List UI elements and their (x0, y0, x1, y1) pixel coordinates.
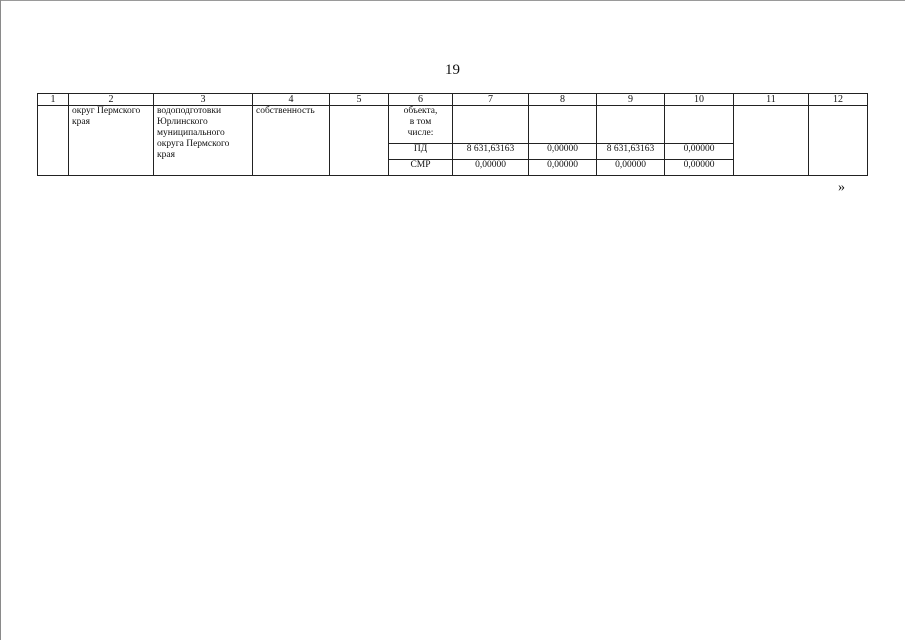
cell-col11 (734, 106, 809, 176)
value-cell: 0,00000 (453, 160, 529, 176)
column-number: 3 (154, 94, 253, 106)
cell-col3 (154, 106, 253, 176)
column-number: 9 (597, 94, 665, 106)
cell-col9 (597, 106, 665, 144)
value-cell: 0,00000 (529, 160, 597, 176)
column-number: 11 (734, 94, 809, 106)
cell-line: муниципального (157, 128, 225, 138)
subrow-label: ПД (389, 144, 453, 160)
cell-col5 (330, 106, 389, 176)
cell-line: в том (409, 117, 432, 127)
scan-edge-top (0, 0, 905, 1)
column-number: 1 (38, 94, 69, 106)
column-number-row (38, 94, 868, 106)
value-cell: 0,00000 (597, 160, 665, 176)
column-number: 6 (389, 94, 453, 106)
cell-line: края (72, 117, 90, 127)
cell-col6 (389, 106, 453, 144)
subrow-label: СМР (389, 160, 453, 176)
column-number: 5 (330, 94, 389, 106)
cell-line: округ Пермского (72, 106, 141, 116)
cell-line: числе: (407, 128, 434, 138)
column-number: 8 (529, 94, 597, 106)
column-number: 10 (665, 94, 734, 106)
page-number: 19 (445, 62, 460, 78)
cell-col8 (529, 106, 597, 144)
cell-col7 (453, 106, 529, 144)
table-row (38, 106, 868, 144)
cell-line: округа Пермского (157, 139, 230, 149)
cell-col12 (809, 106, 868, 176)
cell-col1 (38, 106, 69, 176)
cell-col4: собственность (253, 106, 330, 176)
column-number: 2 (69, 94, 154, 106)
scan-edge-left (0, 0, 1, 640)
cell-line: объекта, (403, 106, 438, 116)
data-table (37, 93, 868, 176)
column-number: 4 (253, 94, 330, 106)
value-cell: 0,00000 (529, 144, 597, 160)
cell-col2 (69, 106, 154, 176)
cell-col10 (665, 106, 734, 144)
value-cell: 8 631,63163 (597, 144, 665, 160)
column-number: 7 (453, 94, 529, 106)
cell-line: Юрлинского (157, 117, 208, 127)
cell-line: края (157, 150, 175, 160)
value-cell: 0,00000 (665, 160, 734, 176)
closing-quote: » (838, 180, 845, 195)
value-cell: 0,00000 (665, 144, 734, 160)
value-cell: 8 631,63163 (453, 144, 529, 160)
cell-line: водоподготовки (157, 106, 222, 116)
column-number: 12 (809, 94, 868, 106)
